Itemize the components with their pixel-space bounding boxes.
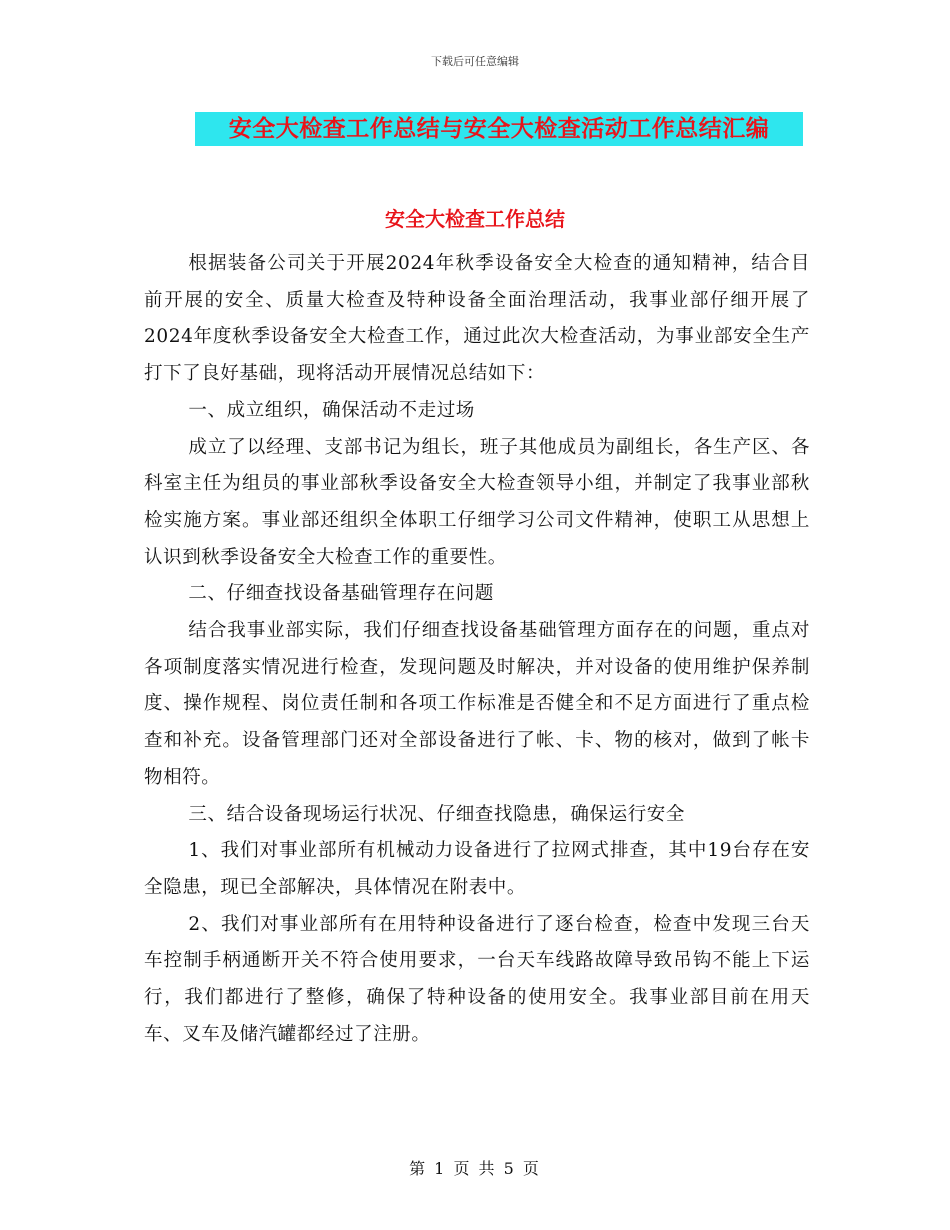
main-title-highlight	[195, 112, 803, 146]
main-title: 安全大检查工作总结与安全大检查活动工作总结汇编	[228, 115, 770, 142]
paragraph-intro: 根据装备公司关于开展2024年秋季设备安全大检查的通知精神，结合目前开展的安全、质量大检查及特种设备全面治理活动，我事业部仔细开展了2024年度秋季设备安全大检查工作，通过此次大检查活动，为事业部安全生产打下了良好基础，现将活动开展情况总结如下：	[144, 253, 810, 385]
heading-section-2: 二、仔细查找设备基础管理存在问题	[188, 583, 494, 605]
document-body	[144, 246, 810, 1053]
paragraph-item-1: 1、我们对事业部所有机械动力设备进行了拉网式排查，其中19台存在安全隐患，现已全部解决，具体情况在附表中。	[144, 840, 810, 898]
section-title: 安全大检查工作总结	[385, 207, 565, 231]
page-number: 第 1 页 共 5 页	[409, 1159, 541, 1178]
paragraph-section-2: 结合我事业部实际，我们仔细查找设备基础管理方面存在的问题，重点对各项制度落实情况进行检查，发现问题及时解决，并对设备的使用维护保养制度、操作规程、岗位责任制和各项工作标准是否健全和不足方面进行了重点检查和补充。设备管理部门还对全部设备进行了帐、卡、物的核对，做到了帐卡物相符。	[144, 620, 810, 788]
header-note: 下载后可任意编辑	[431, 55, 519, 68]
heading-section-1: 一、成立组织，确保活动不走过场	[188, 399, 475, 421]
paragraph-section-1: 成立了以经理、支部书记为组长，班子其他成员为副组长，各生产区、各科室主任为组员的事业部秋季设备安全大检查领导小组，并制定了我事业部秋检实施方案。事业部还组织全体职工仔细学习公司文件精神，使职工从思想上认识到秋季设备安全大检查工作的重要性。	[144, 436, 810, 568]
heading-section-3: 三、结合设备现场运行状况、仔细查找隐患，确保运行安全	[188, 803, 685, 825]
paragraph-item-2: 2、我们对事业部所有在用特种设备进行了逐台检查，检查中发现三台天车控制手柄通断开关不符合使用要求，一台天车线路故障导致吊钩不能上下运行，我们都进行了整修，确保了特种设备的使用安全。我事业部目前在用天车、叉车及储汽罐都经过了注册。	[144, 913, 810, 1045]
